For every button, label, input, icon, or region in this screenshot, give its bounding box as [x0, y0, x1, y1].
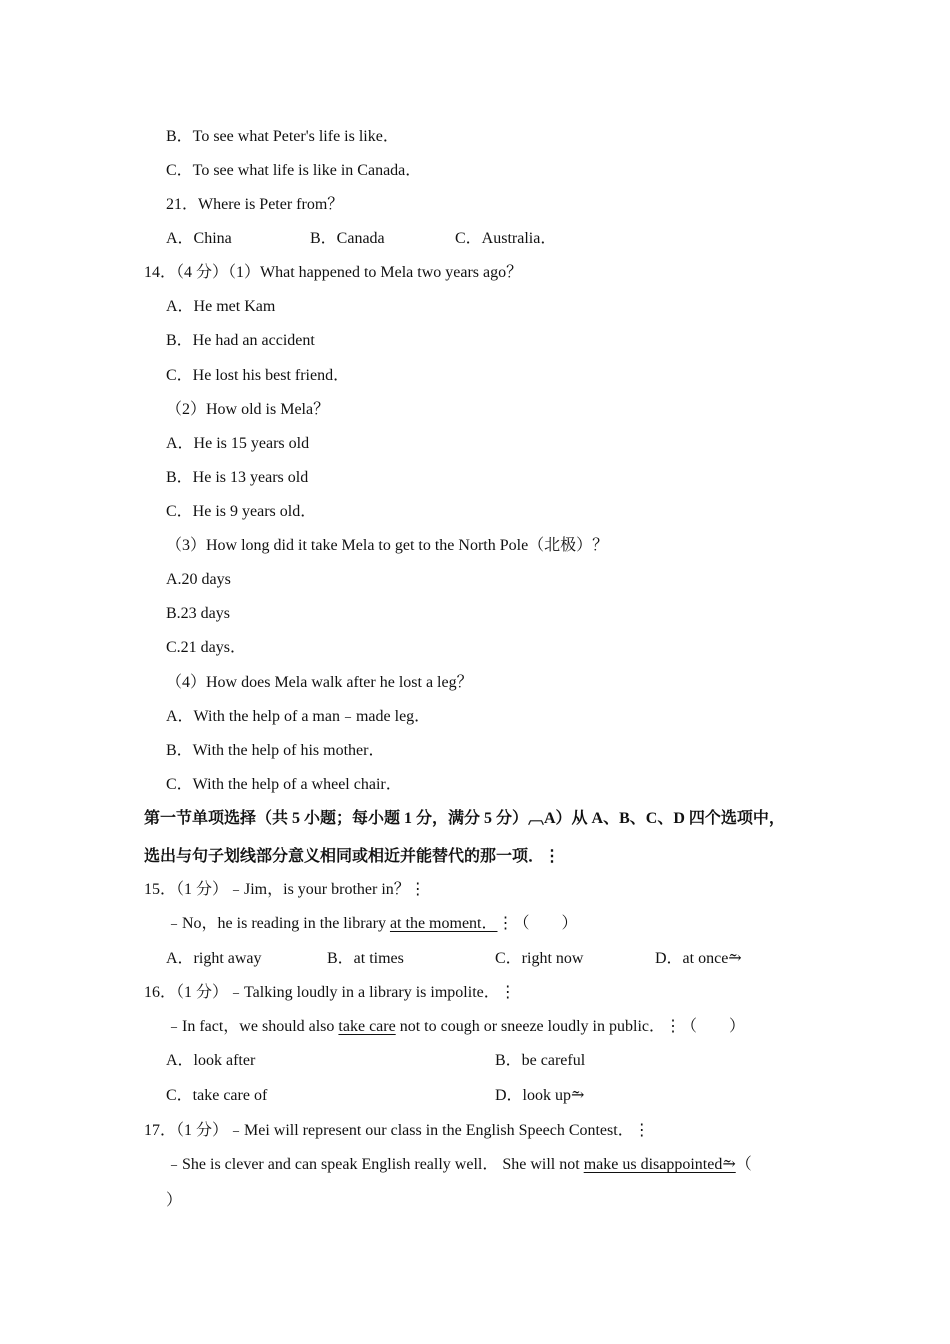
q15-option-a: A．right away — [166, 950, 262, 967]
q15-reply-text: ﹣No，he is reading in the library — [166, 915, 390, 932]
q21-stem: 21．Where is Peter from？ — [166, 196, 344, 213]
q14-2-option-b: B．He is 13 years old — [166, 469, 309, 486]
q14-stem: 14．（4 分）（1）What happened to Mela two years ago？ — [144, 264, 523, 281]
q14-2-stem: （2）How old is Mela？ — [166, 401, 330, 418]
q16-option-d: D．look up⥲ — [495, 1087, 585, 1104]
section-heading-line2: 选出与句子划线部分意义相同或相近并能替代的那一项．⋮ — [144, 848, 561, 865]
q17-reply — [166, 1155, 752, 1175]
q17-answer-blank-open: （ — [735, 1156, 752, 1173]
q17-underlined-phrase: make us disappointed⥲ — [583, 1156, 736, 1173]
q16-stem: 16．（1 分）﹣Talking loudly in a library is impolite．⋮ — [144, 984, 516, 1001]
q20-option-b: B．To see what Peter's life is like． — [166, 128, 399, 145]
q15-option-b: B．at times — [327, 950, 404, 967]
q16-option-c: C．take care of — [166, 1087, 268, 1104]
q14-4-option-a: A．With the help of a man﹣made leg． — [166, 708, 431, 725]
q16-reply-text: ﹣In fact，we should also — [166, 1018, 339, 1035]
q16-option-a: A．look after — [166, 1052, 256, 1069]
q15-underlined-phrase: at the moment． — [389, 915, 498, 932]
section-heading-line1: 第一节单项选择（共 5 小题；每小题 1 分，满分 5 分）︹A）从 A、B、C、D 四个选项中， — [144, 810, 785, 827]
q14-2-option-c: C．He is 9 years old． — [166, 503, 317, 520]
q14-1-option-b: B．He had an accident — [166, 332, 315, 349]
q14-2-option-a: A．He is 15 years old — [166, 435, 310, 452]
q17-stem: 17．（1 分）﹣Mei will represent our class in the English Speech Contest．⋮ — [144, 1122, 650, 1139]
q14-4-stem: （4）How does Mela walk after he lost a leg？ — [166, 674, 473, 691]
q14-3-stem: （3）How long did it take Mela to get to the North Pole（北极）？ — [166, 537, 609, 554]
q14-4-option-c: C．With the help of a wheel chair． — [166, 776, 402, 793]
q16-answer-blank: not to cough or sneeze loudly in public．⋮（ ） — [395, 1018, 745, 1035]
q14-1-option-a: A．He met Kam — [166, 298, 276, 315]
q14-3-option-a: A.20 days — [166, 571, 231, 588]
q16-option-b: B．be careful — [495, 1052, 586, 1069]
q16-underlined-phrase: take care — [338, 1018, 396, 1035]
q15-option-d: D．at once⥲ — [655, 950, 742, 967]
q14-3-option-c: C.21 days． — [166, 639, 247, 656]
q21-option-c: C．Australia． — [455, 230, 557, 247]
q17-reply-text: ﹣She is clever and can speak English really well． She will not — [166, 1156, 584, 1173]
q14-1-option-c: C．He lost his best friend． — [166, 367, 350, 384]
q15-stem: 15．（1 分）﹣Jim，is your brother in？⋮ — [144, 881, 426, 898]
q20-option-c: C．To see what life is like in Canada． — [166, 162, 422, 179]
q14-3-option-b: B.23 days — [166, 605, 230, 622]
q21-option-a: A．China — [166, 230, 232, 247]
q17-answer-blank-close: ） — [166, 1192, 183, 1209]
q21-option-b: B．Canada — [310, 230, 385, 247]
q15-option-c: C．right now — [495, 950, 584, 967]
q15-answer-blank: ⋮（ ） — [497, 915, 578, 932]
q14-4-option-b: B．With the help of his mother． — [166, 742, 385, 759]
q15-reply — [166, 914, 578, 934]
q16-reply — [166, 1017, 745, 1037]
